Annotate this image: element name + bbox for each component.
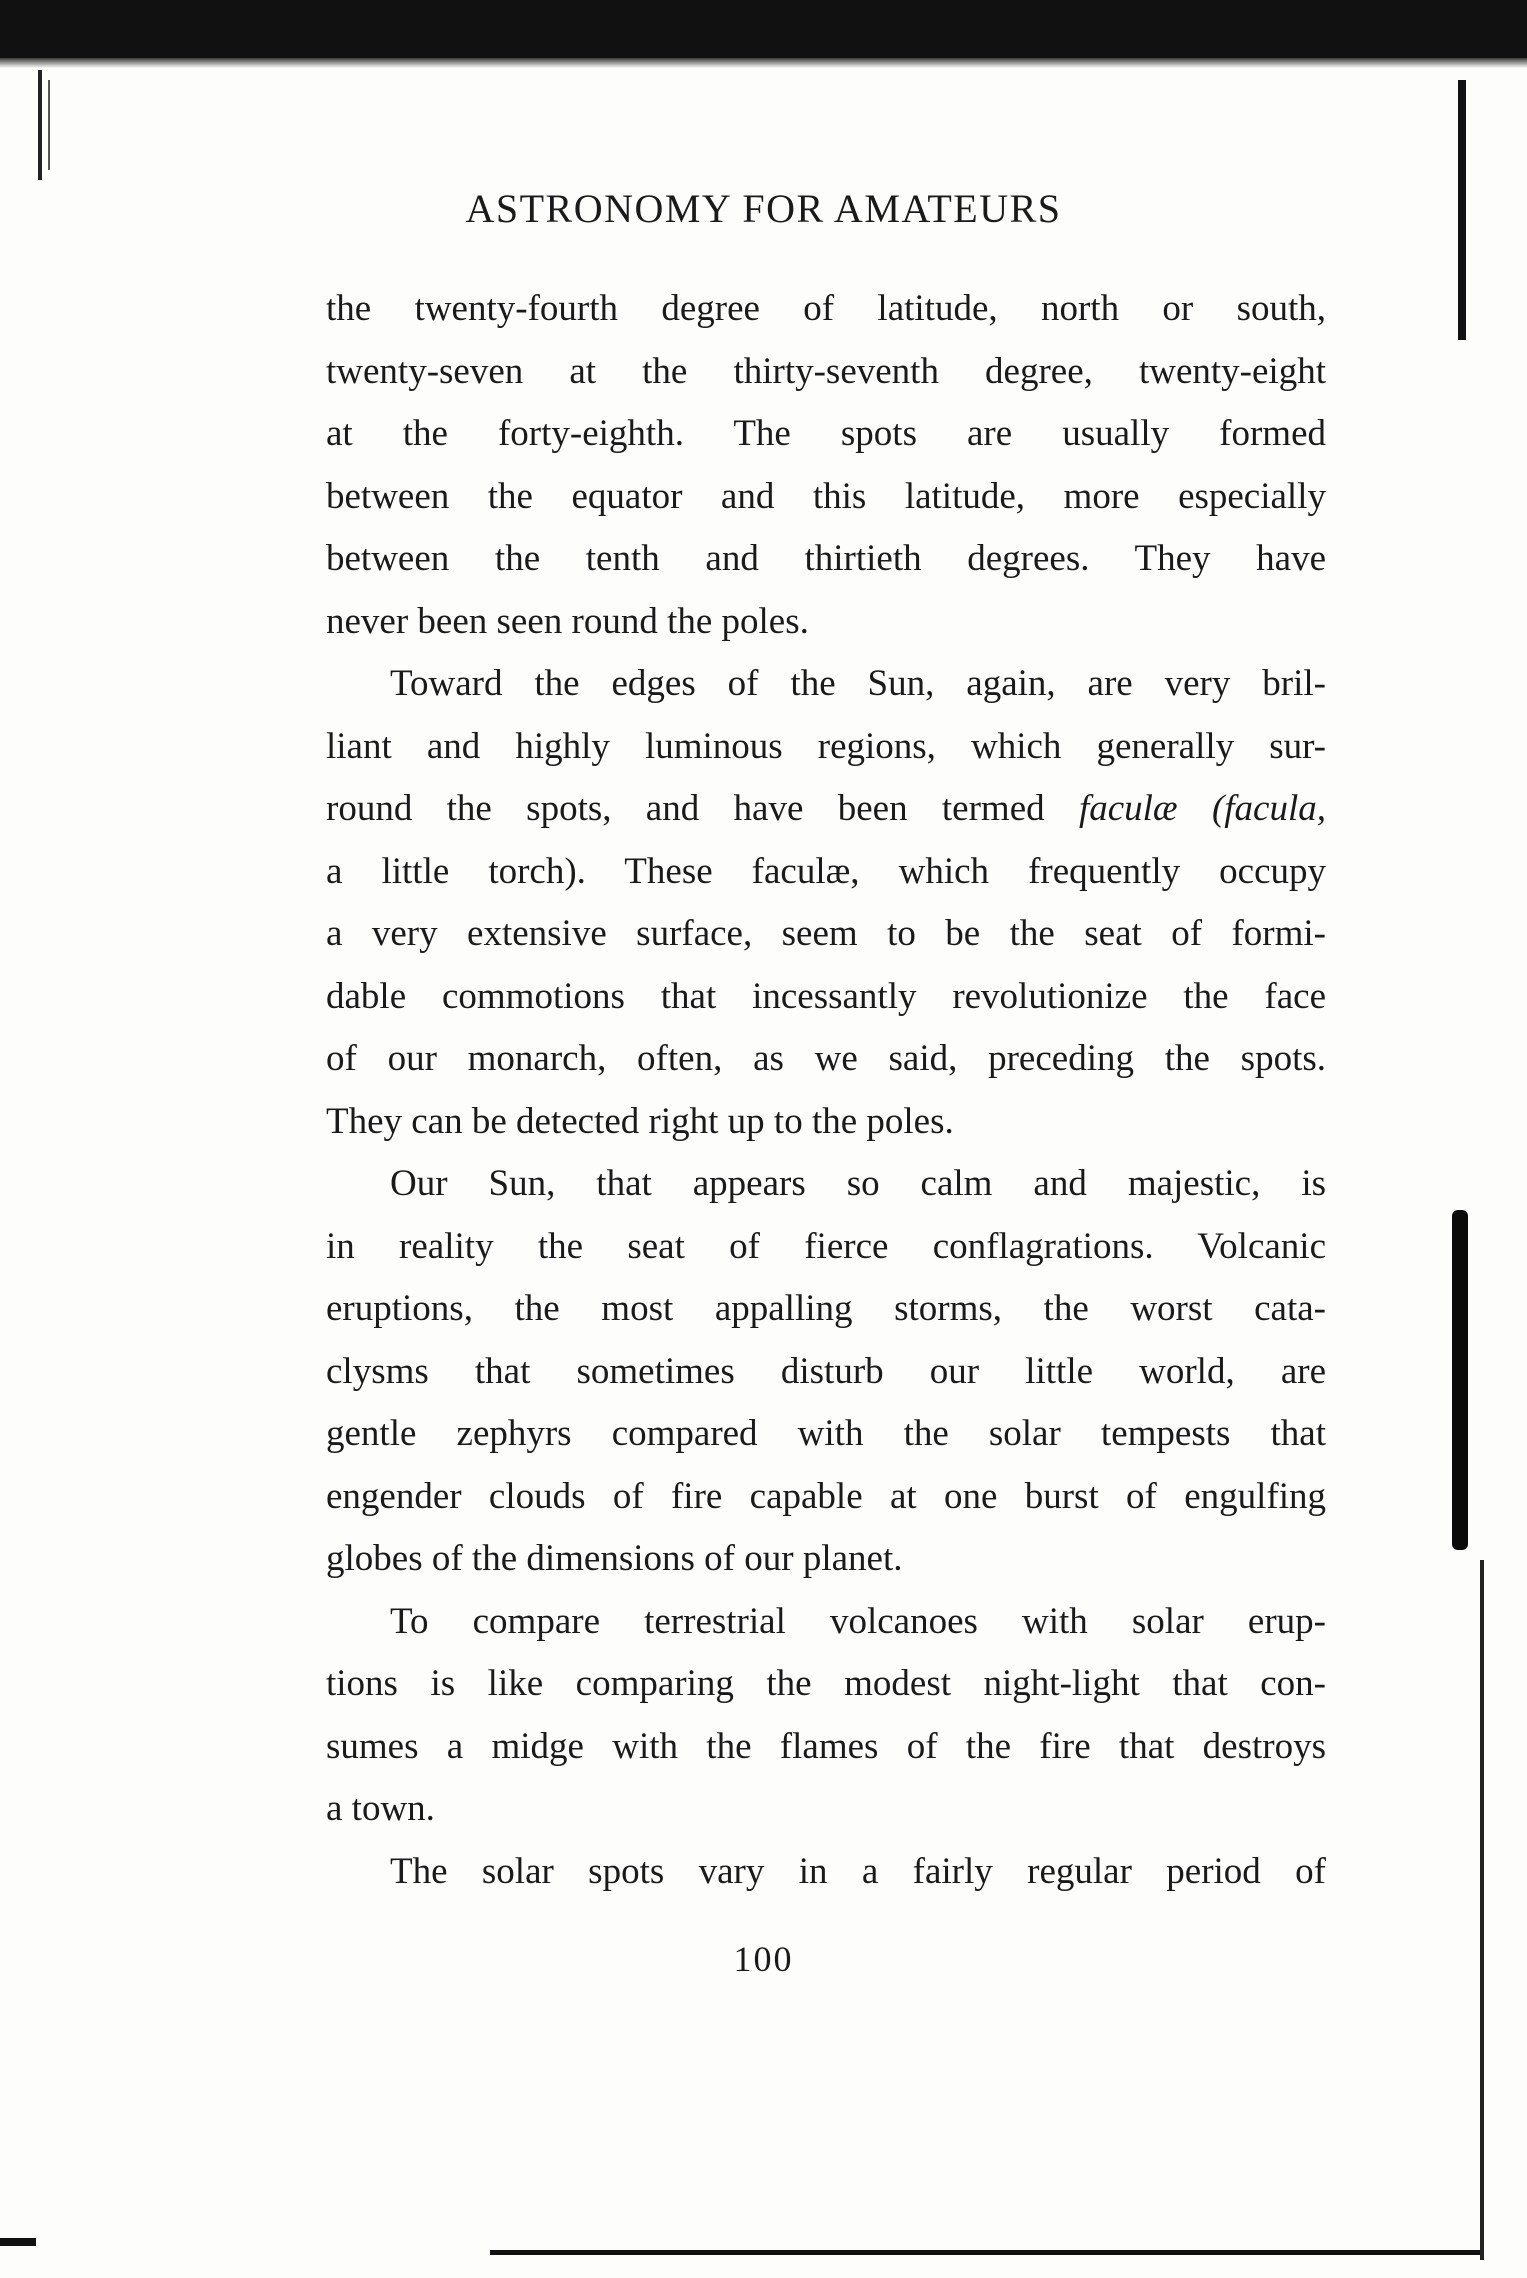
text-line: dable commotions that incessantly revolutionize the face bbox=[326, 975, 1326, 1017]
text-fragment: round the spots, and have been termed bbox=[326, 788, 1079, 829]
italic-term-faculae: faculæ bbox=[1078, 788, 1178, 829]
scan-bottom-border bbox=[490, 2250, 1480, 2255]
page-number: 100 bbox=[733, 1939, 794, 1979]
scan-left-edge-inner bbox=[48, 80, 50, 170]
scan-bottom-left-mark bbox=[0, 2238, 36, 2246]
text-line-with-italics bbox=[326, 778, 1326, 841]
text-line: the twenty-fourth degree of latitude, north or south, bbox=[326, 288, 1326, 329]
scan-right-edge-bottom bbox=[1480, 1560, 1484, 2260]
scan-left-edge bbox=[38, 70, 42, 180]
scan-top-shadow bbox=[0, 58, 1527, 68]
text-line: To compare terrestrial volcanoes with solar erup- bbox=[390, 1600, 1326, 1642]
text-line: a very extensive surface, seem to be the seat of formi- bbox=[326, 913, 1326, 954]
text-line: sumes a midge with the flames of the fire that destroys bbox=[326, 1725, 1326, 1767]
text-line: liant and highly luminous regions, which generally sur- bbox=[326, 725, 1326, 767]
running-header: ASTRONOMY FOR AMATEURS bbox=[465, 186, 1062, 231]
text-line: Our Sun, that appears so calm and majestic, is bbox=[390, 1163, 1326, 1204]
text-line: a town. bbox=[326, 1788, 435, 1829]
text-line: a little torch). These faculæ, which frequently occupy bbox=[326, 850, 1326, 892]
text-line: gentle zephyrs compared with the solar tempests that bbox=[326, 1413, 1326, 1454]
text-line: clysms that sometimes disturb our little world, are bbox=[326, 1350, 1326, 1392]
body-text bbox=[326, 278, 1326, 1903]
text-line: of our monarch, often, as we said, preceding the spots. bbox=[326, 1038, 1326, 1079]
text-line: twenty-seven at the thirty-seventh degree, twenty-eight bbox=[326, 350, 1326, 392]
italic-term-facula: (facula, bbox=[1211, 788, 1326, 829]
text-line: The solar spots vary in a fairly regular period of bbox=[390, 1850, 1326, 1892]
text-line: in reality the seat of fierce conflagrations. Volcanic bbox=[326, 1225, 1326, 1267]
scan-top-border bbox=[0, 0, 1527, 58]
text-line: between the equator and this latitude, more especially bbox=[326, 475, 1326, 517]
text-line: between the tenth and thirtieth degrees. They have bbox=[326, 538, 1326, 579]
scan-right-edge-middle bbox=[1452, 1210, 1468, 1550]
text-line: globes of the dimensions of our planet. bbox=[326, 1538, 903, 1579]
text-line: eruptions, the most appalling storms, the worst cata- bbox=[326, 1288, 1326, 1329]
text-line: Toward the edges of the Sun, again, are very bril- bbox=[390, 663, 1326, 704]
text-line: They can be detected right up to the poles. bbox=[326, 1100, 954, 1142]
text-line: tions is like comparing the modest night-light that con- bbox=[326, 1663, 1326, 1704]
text-line: never been seen round the poles. bbox=[326, 600, 809, 642]
text-line: at the forty-eighth. The spots are usually formed bbox=[326, 413, 1326, 454]
text-line: engender clouds of fire capable at one burst of engulfing bbox=[326, 1475, 1326, 1517]
